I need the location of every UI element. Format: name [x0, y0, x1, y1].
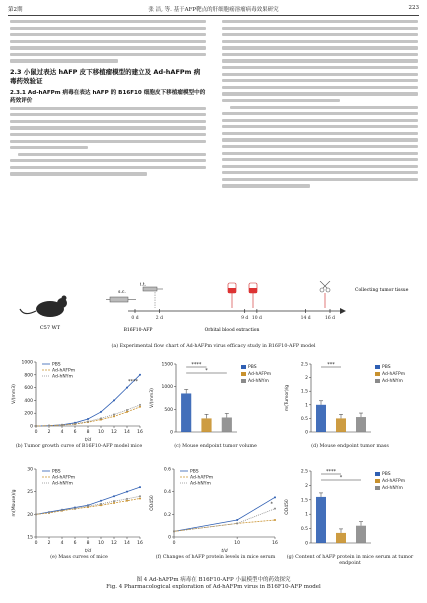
legend-swatch	[241, 372, 246, 376]
data-point	[274, 496, 276, 498]
mouse-label: C57 WT	[39, 325, 61, 331]
x-tick-label: 16	[137, 430, 143, 435]
mouse-icon	[20, 296, 67, 318]
legend-label: Ad-hAFPm	[190, 475, 214, 481]
data-point	[61, 509, 63, 511]
timeline-tick-label: 9 d	[241, 316, 249, 321]
panel-caption-f: (f) Changes of hAFP protein levels in mice serum	[155, 555, 276, 560]
panel-caption-b: (b) Tumor growth curve of B16F10-AFP model mice	[15, 444, 143, 449]
y-tick-label: 0	[305, 430, 308, 436]
data-point	[139, 497, 141, 499]
y-tick-label: 0.4	[163, 490, 171, 496]
chart-panel-b	[10, 354, 148, 442]
data-point	[74, 423, 76, 425]
data-point	[139, 406, 141, 408]
y-tick-label: 2	[305, 376, 308, 382]
syringe-icon	[106, 297, 136, 302]
x-tick-label: 0	[172, 541, 176, 546]
chart-panel-d	[283, 354, 417, 442]
y-tick-label: 0.5	[300, 527, 308, 533]
legend-swatch	[375, 486, 380, 490]
chart-panel-f	[148, 461, 283, 553]
timeline-tick-label: 0 d	[131, 316, 139, 321]
page-number: 223	[408, 5, 419, 11]
y-tick-label: 1.5	[300, 389, 308, 395]
figure-4	[10, 281, 417, 601]
legend-label: Ad-hAFPm	[52, 475, 76, 481]
paragraph	[10, 153, 206, 176]
bar-ad-hafpm	[336, 418, 346, 432]
panel-caption-a: (a) Experimental flow chart of Ad-hAFPm virus efficacy study in B16F10-AFP model	[111, 344, 316, 349]
x-tick-label: 10	[98, 541, 104, 546]
y-axis-label: OD450	[285, 499, 290, 515]
x-tick-label: 10	[234, 541, 240, 546]
significance-annotation: ****	[191, 362, 202, 368]
x-tick-label: 8	[86, 541, 90, 546]
legend-swatch	[241, 379, 246, 383]
significance-annotation: *	[205, 368, 208, 374]
bar-ad-hnym	[356, 526, 366, 543]
y-tick-label: 500	[164, 407, 173, 413]
blood-tube-icon	[228, 283, 236, 293]
legend-label: PBS	[248, 365, 257, 370]
y-tick-label: 1.5	[300, 498, 308, 504]
y-tick-label: 1500	[161, 362, 173, 368]
chart-panel-c	[148, 354, 283, 442]
legend-label: Ad-hAFPm	[248, 372, 272, 377]
y-tick-label: 0	[168, 535, 171, 541]
data-point	[126, 387, 128, 389]
data-point	[139, 495, 141, 497]
left-column	[10, 20, 206, 179]
timeline-tick-label: 16 d	[324, 316, 336, 321]
x-tick-label: 12	[111, 541, 117, 546]
subsection-heading: 2.3.1 Ad-hAFPm 病毒在表达 hAFP 的 B16F10 细胞皮下移植瘤模型中的药效评价	[10, 89, 206, 104]
y-tick-label: 0.2	[163, 512, 171, 518]
experimental-flow-schematic	[10, 281, 417, 343]
data-point	[100, 417, 102, 419]
legend-label: PBS	[382, 365, 391, 370]
data-point	[173, 530, 175, 532]
right-column	[222, 20, 418, 191]
data-point	[87, 418, 89, 420]
y-tick-label: 2.5	[300, 469, 308, 475]
data-point	[87, 421, 89, 423]
y-axis-label: m(Tumor)/g	[285, 384, 290, 412]
y-tick-label: 1	[305, 512, 308, 518]
x-tick-label: 16	[272, 541, 278, 546]
it-label: i.t.	[140, 282, 147, 288]
significance-annotation: ***	[327, 362, 335, 368]
data-point	[126, 500, 128, 502]
significance-annotation: ****	[128, 378, 138, 385]
bar-ad-hnym	[356, 417, 366, 432]
legend-label: PBS	[52, 469, 61, 475]
syringe-icon	[143, 287, 163, 291]
y-tick-label: 1000	[21, 360, 33, 366]
x-axis-label: t/d	[84, 549, 92, 553]
x-tick-label: 16	[137, 541, 143, 546]
y-tick-label: 20	[27, 512, 33, 518]
legend-label: PBS	[382, 472, 391, 477]
data-point	[113, 415, 115, 417]
data-point	[139, 374, 141, 376]
x-tick-label: 0	[34, 430, 38, 435]
y-tick-label: 0	[30, 424, 33, 430]
x-tick-label: 0	[34, 541, 38, 546]
legend-swatch	[375, 372, 380, 376]
y-axis-label: V/(mm3)	[150, 388, 155, 408]
data-point	[100, 503, 102, 505]
panel-caption-g: (g) Content of hAFP protein in mice serum at tumor endpoint	[286, 555, 414, 566]
legend-swatch	[375, 472, 380, 476]
legend-label: Ad-hNYm	[52, 481, 73, 487]
data-point	[139, 404, 141, 406]
timeline-tick-label: 2 d	[155, 316, 163, 321]
data-point	[126, 411, 128, 413]
y-tick-label: 1	[305, 403, 308, 409]
series-line-pbs	[36, 487, 140, 514]
bar-pbs	[316, 497, 326, 543]
bar-ad-hafpm	[336, 533, 346, 543]
x-tick-label: 6	[73, 541, 77, 546]
collect-label: Collecting tumor tissue	[355, 288, 409, 293]
panel-caption-e: (e) Mass curves of mice	[50, 555, 108, 560]
data-point	[126, 491, 128, 493]
y-axis-label: V/(mm3)	[12, 384, 17, 404]
x-axis-label: t/d	[84, 438, 92, 442]
series-line-ad-hafpm	[174, 520, 275, 531]
figure-caption-en: Fig. 4 Pharmacological exploration of Ad-hAFPm virus in B16F10-AFP model	[106, 584, 321, 590]
issue-label: 第2期	[8, 7, 23, 13]
series-line-ad-hnym	[174, 509, 275, 532]
y-axis-label: m(Mouse)/g	[12, 489, 17, 517]
data-point	[48, 512, 50, 514]
blood-tube-icon	[249, 283, 257, 293]
legend-label: PBS	[190, 469, 199, 475]
data-point	[113, 500, 115, 502]
paragraph	[222, 20, 418, 102]
x-tick-label: 14	[124, 430, 130, 435]
x-tick-label: 10	[98, 430, 104, 435]
figure-caption-cn: 图 4 Ad-hAFPm 病毒在 B16F10-AFP 小鼠模型中的药效探究	[136, 577, 291, 583]
legend-swatch	[241, 365, 246, 369]
legend-label: Ad-hAFPm	[52, 368, 76, 374]
data-point	[274, 519, 276, 521]
x-tick-label: 2	[47, 430, 51, 435]
paragraph	[222, 106, 418, 188]
y-tick-label: 0.6	[163, 467, 171, 473]
y-tick-label: 0.5	[300, 416, 308, 422]
timeline-tick-label: 14 d	[300, 316, 311, 321]
section-heading: 2.3 小鼠过表达 hAFP 皮下移植瘤模型的建立及 Ad-hAFPm 病毒药效验证	[10, 67, 201, 85]
y-tick-label: 600	[24, 386, 33, 392]
cells-label: B16F10-AFP	[123, 328, 153, 333]
x-tick-label: 14	[124, 541, 130, 546]
x-tick-label: 12	[111, 430, 117, 435]
data-point	[61, 424, 63, 426]
bar-ad-hafpm	[201, 418, 211, 432]
data-point	[113, 495, 115, 497]
paragraph	[10, 107, 206, 150]
scissors-icon	[320, 281, 330, 292]
x-axis-label: t/d	[221, 549, 228, 553]
panel-caption-c: (c) Mouse endpoint tumor volume	[174, 444, 257, 449]
data-point	[35, 513, 37, 515]
chart-panel-g	[283, 461, 417, 553]
data-point	[87, 505, 89, 507]
data-point	[113, 399, 115, 401]
significance-annotation: *	[270, 501, 273, 508]
running-header	[8, 3, 419, 16]
legend-label: PBS	[52, 362, 61, 368]
x-tick-label: 4	[60, 541, 64, 546]
blood-label: Orbital blood extraction	[204, 328, 260, 333]
data-point	[100, 411, 102, 413]
data-point	[48, 425, 50, 427]
legend-swatch	[375, 379, 380, 383]
y-tick-label: 15	[27, 535, 33, 541]
y-tick-label: 1000	[161, 385, 173, 391]
significance-annotation: *	[339, 475, 343, 481]
y-tick-label: 25	[27, 490, 33, 496]
y-tick-label: 800	[24, 373, 33, 379]
data-point	[113, 502, 115, 504]
legend-label: Ad-hAFPm	[382, 372, 406, 377]
legend-label: Ad-hNYm	[382, 486, 403, 491]
legend-label: Ad-hAFPm	[382, 479, 406, 484]
y-tick-label: 0	[305, 541, 308, 547]
legend-swatch	[375, 365, 380, 369]
bar-pbs	[316, 405, 326, 432]
y-tick-label: 30	[27, 467, 33, 473]
x-tick-label: 8	[86, 430, 90, 435]
data-point	[139, 486, 141, 488]
data-point	[100, 500, 102, 502]
chart-panel-e	[10, 461, 148, 553]
bar-ad-hnym	[222, 417, 232, 432]
paragraph	[10, 20, 206, 63]
data-point	[113, 413, 115, 415]
y-tick-label: 0	[170, 430, 173, 436]
legend-label: Ad-hNYm	[248, 379, 269, 384]
legend-label: Ad-hNYm	[190, 481, 211, 487]
bar-pbs	[181, 393, 191, 432]
data-point	[35, 425, 37, 427]
sc-label: s.c.	[118, 290, 126, 295]
x-tick-label: 6	[73, 430, 77, 435]
y-tick-label: 2.5	[300, 362, 308, 368]
x-tick-label: 2	[47, 541, 51, 546]
data-point	[274, 508, 276, 510]
y-tick-label: 200	[24, 411, 33, 417]
legend-swatch	[375, 479, 380, 483]
y-axis-label: OD450	[150, 495, 155, 511]
significance-annotation: ****	[326, 469, 336, 475]
data-point	[126, 498, 128, 500]
data-point	[236, 519, 238, 521]
data-point	[74, 507, 76, 509]
data-point	[236, 522, 238, 524]
panel-caption-d: (d) Mouse endpoint tumor mass	[311, 444, 389, 449]
y-tick-label: 2	[305, 483, 308, 489]
data-point	[126, 409, 128, 411]
legend-label: Ad-hNYm	[52, 374, 73, 380]
x-tick-label: 4	[60, 430, 64, 435]
article-title: 张 洁, 等. 基于AFP靶点的肝细胞癌溶瘤病毒效果研究	[148, 7, 279, 13]
timeline-tick-label: 10 d	[251, 316, 262, 321]
y-tick-label: 400	[24, 398, 33, 404]
legend-label: Ad-hNYm	[382, 379, 403, 384]
